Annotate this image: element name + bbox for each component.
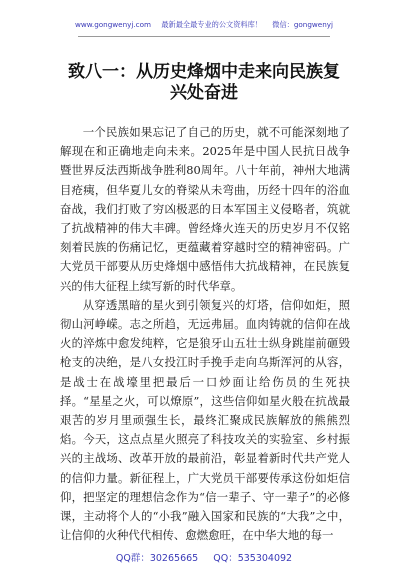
header-slogan: 最新最全最专业的公文资料库！ bbox=[161, 20, 262, 29]
header-wechat: 微信：gongwenyj bbox=[272, 20, 334, 29]
footer-qq-group: QQ群：30265665 bbox=[115, 553, 199, 564]
paragraph-2: 从穿透黑暗的星火到引领复兴的灯塔，信仰如炬，照彻山河峥嵘。志之所趋，无远弗届。血肉铸就的信仰在战火的淬炼中愈发纯粹，它是狼牙山五壮士纵身跳崖前砸毁枪支的决绝，是八女投江时手挽手走向乌斯浑河的从容，是战士在战壕里把最后一口炒面让给伤员的生死抉择。“星星之火，可以燎原”，这些信仰如星火般在抗战最艰苦的岁月里顽强生长，最终汇聚成民族解放的熊熊烈焰。今天，这点点星火照亮了科技攻关的实验室、乡村振兴的主战场、改革开放的最前沿，彰显着新时代共产党人的信仰力量。新征程上，广大党员干部要传承这份如炬信仰，把坚定的理想信念作为“信一辈子、守一辈子”的必修课，主动将个人的“小我”融入国家和民族的“大我”之中，让信仰的火种代代相传、愈燃愈旺，在中华大地的每一 bbox=[60, 297, 350, 543]
footer-qq: QQ：535304092 bbox=[213, 553, 293, 564]
document-title: 致八一：从历史烽烟中走来向民族复兴处奋进 bbox=[68, 62, 340, 103]
header-site-link[interactable]: www.gongwenyj.com bbox=[74, 20, 152, 29]
page-footer bbox=[0, 550, 408, 564]
paragraph-1: 一个民族如果忘记了自己的历史，就不可能深刻地了解现在和正确地走向未来。2025年是中国人民抗日战争暨世界反法西斯战争胜利80周年。八十年前，神州大地满目疮痍，但华夏儿女的脊梁从未弯曲，历经十四年的浴血奋战，我们打败了穷凶极恶的日本军国主义侵略者，筑就了抗战精神的伟大丰碑。曾经烽火连天的历史岁月不仅铭刻着民族的伤痛记忆，更蕴藏着穿越时空的精神密码。广大党员干部要从历史烽烟中感悟伟大抗战精神，在民族复兴的伟大征程上续写新的时代华章。 bbox=[60, 125, 350, 293]
document-body bbox=[60, 123, 350, 545]
header-divider bbox=[78, 36, 330, 37]
page-header bbox=[0, 20, 408, 30]
